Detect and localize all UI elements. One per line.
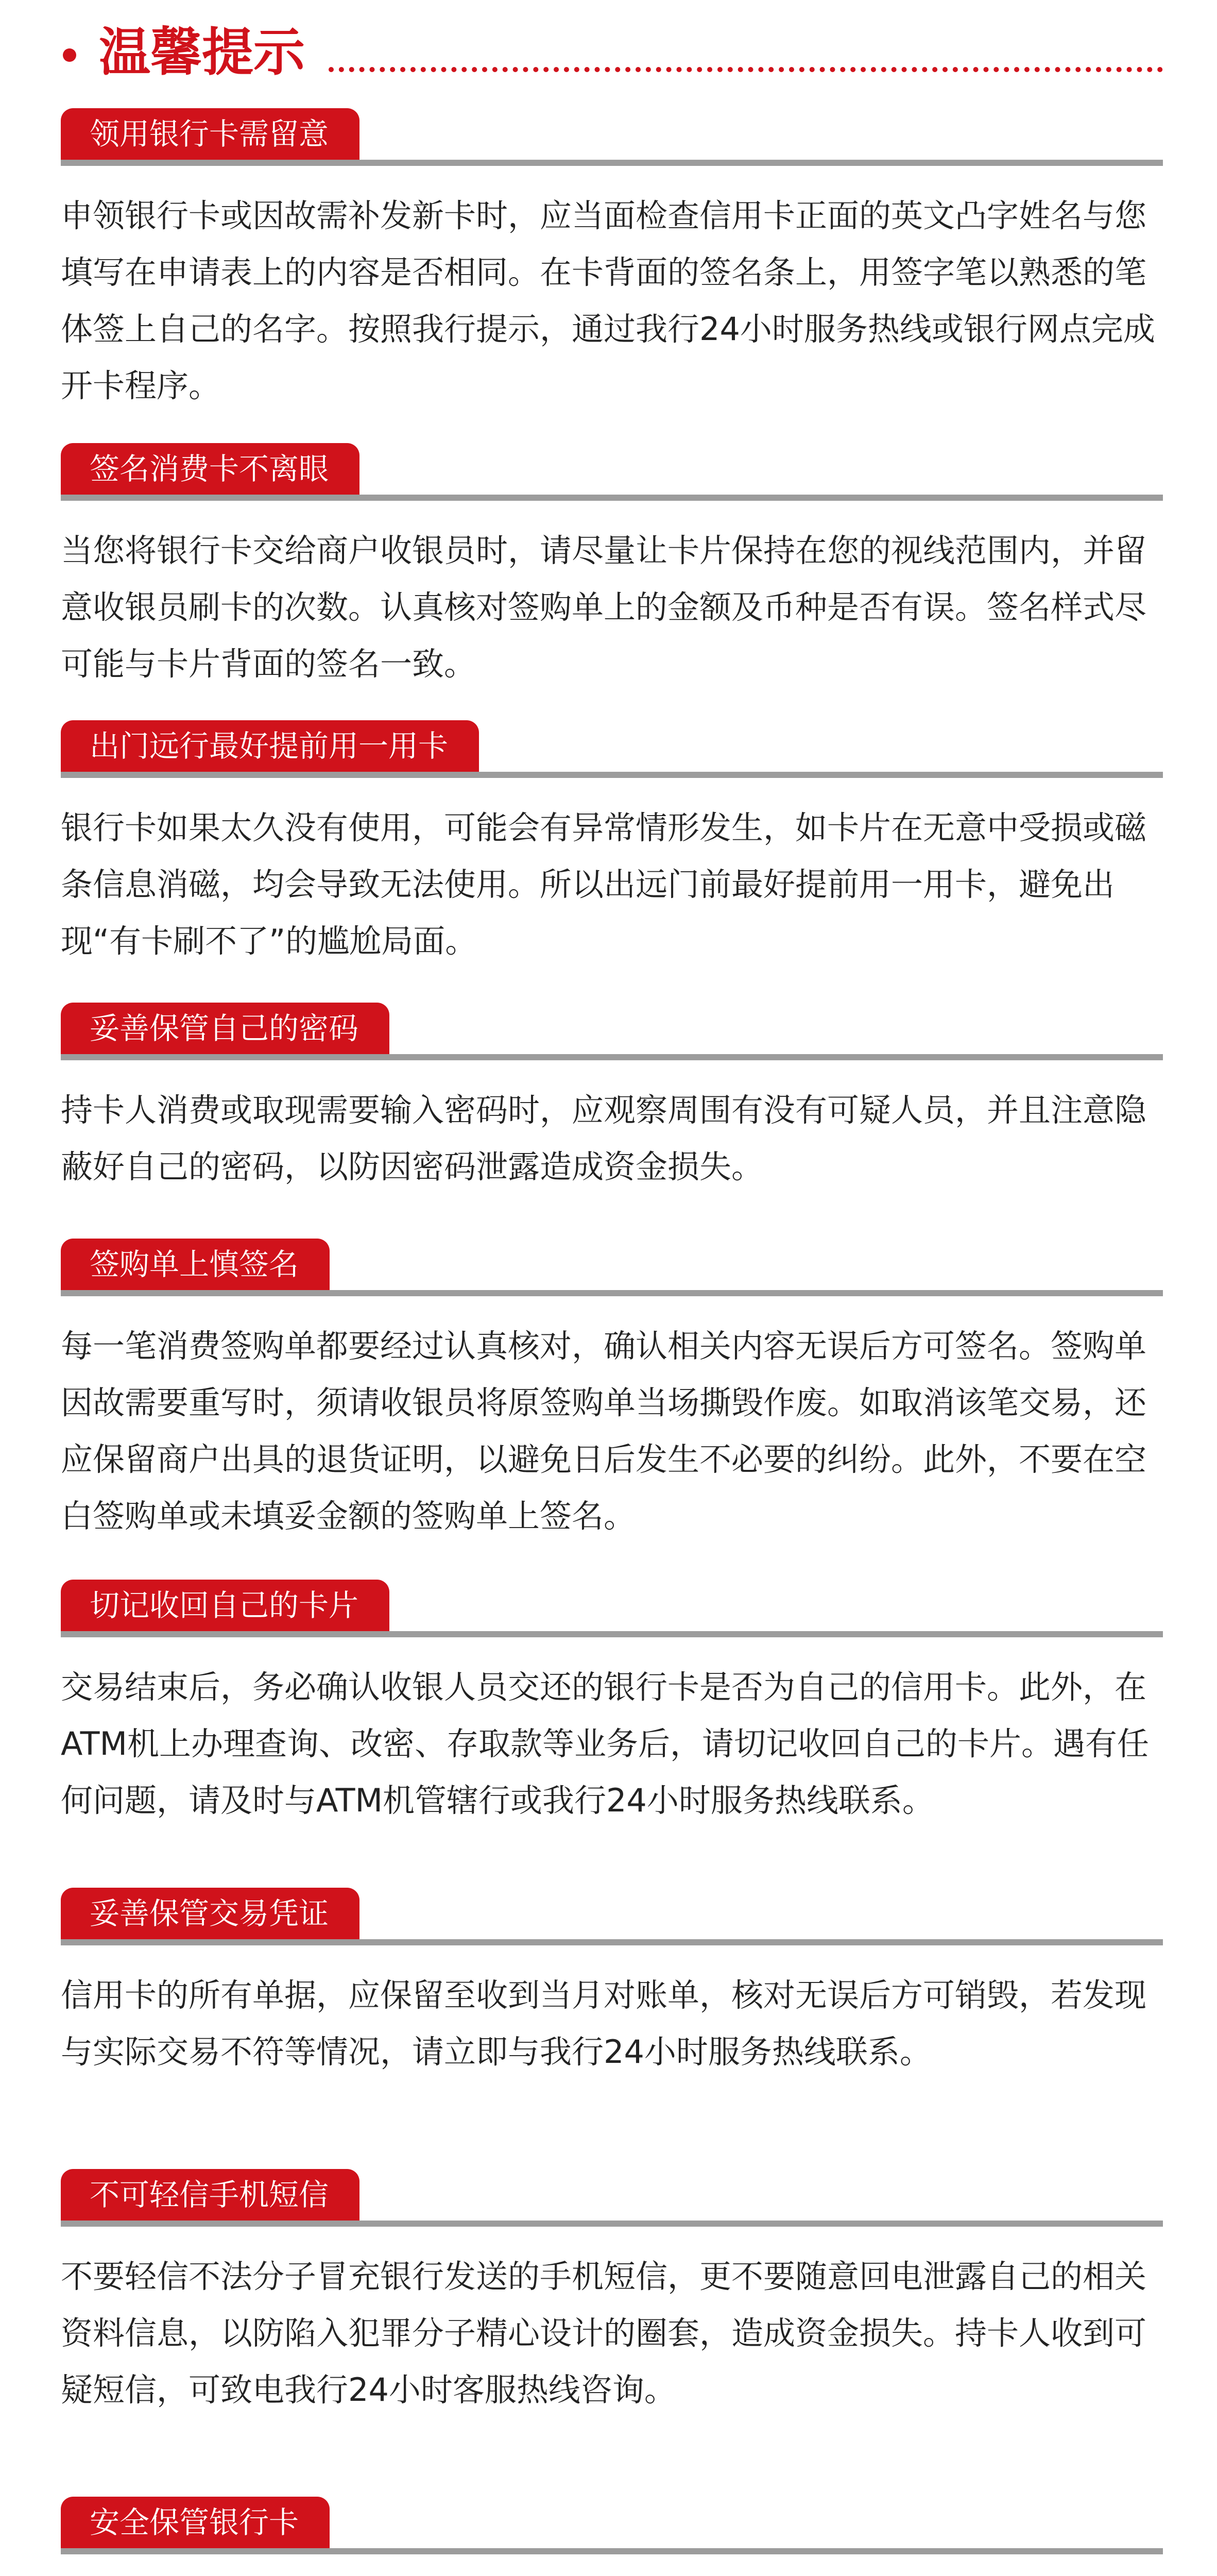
section-body: 信用卡的所有单据，应保留至收到当月对账单，核对无误后方可销毁，若发现与实际交易不符等情况，请立即与我行24小时服务热线联系。	[61, 1976, 1147, 2071]
section-divider	[61, 160, 1163, 166]
section-header	[56, 2497, 1163, 2558]
section-body: 不要轻信不法分子冒充银行发送的手机短信，更不要随意回电泄露自己的相关资料信息，以防陷入犯罪分子精心设计的圈套，造成资金损失。持卡人收到可疑短信，可致电我行24小时客服热线咨询。	[61, 2258, 1147, 2409]
section-title: 安全保管银行卡	[61, 2497, 330, 2548]
tip-section-receipt-signing	[56, 1239, 1163, 1545]
tip-section-signing	[56, 443, 1163, 692]
tip-section-sms-scam	[56, 2169, 1163, 2418]
tip-section-card-safekeeping	[56, 2497, 1163, 2576]
section-title: 不可轻信手机短信	[61, 2169, 359, 2221]
section-body	[56, 2558, 1163, 2576]
section-title: 妥善保管交易凭证	[61, 1888, 359, 1939]
section-body: 申领银行卡或因故需补发新卡时，应当面检查信用卡正面的英文凸字姓名与您填写在申请表上的内容是否相同。在卡背面的签名条上，用签字笔以熟悉的笔体签上自己的名字。按照我行提示，通过我行24小时服务热线或银行网点完成开卡程序。	[61, 197, 1155, 404]
section-header	[56, 443, 1163, 505]
section-header	[56, 1888, 1163, 1950]
section-header	[56, 1580, 1163, 1641]
section-body: 持卡人消费或取现需要输入密码时，应观察周围有没有可疑人员，并且注意隐蔽好自己的密码，以防因密码泄露造成资金损失。	[61, 1091, 1147, 1185]
section-divider	[61, 1290, 1163, 1296]
page-header	[56, 15, 1163, 88]
section-body: 交易结束后，务必确认收银人员交还的银行卡是否为自己的信用卡。此外，在ATM机上办理查询、改密、存取款等业务后，请切记收回自己的卡片。遇有任何问题，请及时与ATM机管辖行或我行24小时服务热线联系。	[61, 1668, 1149, 1819]
tip-section-transaction-records	[56, 1888, 1163, 2080]
section-divider	[61, 1631, 1163, 1637]
tip-section-retrieve-card	[56, 1580, 1163, 1829]
section-divider	[61, 2548, 1163, 2554]
section-title: 签名消费卡不离眼	[61, 443, 359, 495]
section-header	[56, 108, 1163, 170]
bullet-dot-icon	[63, 48, 76, 62]
page-title: 温馨提示	[99, 22, 305, 82]
section-body: 每一笔消费签购单都要经过认真核对，确认相关内容无误后方可签名。签购单因故需要重写时，须请收银员将原签购单当场撕毁作废。如取消该笔交易，还应保留商户出具的退货证明，以避免日后发生不必要的纠纷。此外，不要在空白签购单或未填妥金额的签购单上签名。	[61, 1327, 1147, 1535]
section-title: 签购单上慎签名	[61, 1239, 330, 1290]
section-divider	[61, 1939, 1163, 1945]
tip-section-travel	[56, 720, 1163, 970]
section-body: 银行卡如果太久没有使用，可能会有异常情形发生，如卡片在无意中受损或磁条信息消磁，均会导致无法使用。所以出远门前最好提前用一用卡，避免出现“有卡刷不了”的尴尬局面。	[61, 809, 1147, 960]
section-body: 当您将银行卡交给商户收银员时，请尽量让卡片保持在您的视线范围内，并留意收银员刷卡的次数。认真核对签购单上的金额及币种是否有误。签名样式尽可能与卡片背面的签名一致。	[61, 532, 1147, 683]
section-header	[56, 720, 1163, 782]
section-divider	[61, 1054, 1163, 1060]
tip-section-password	[56, 1003, 1163, 1195]
section-title: 领用银行卡需留意	[61, 108, 359, 160]
section-header	[56, 2169, 1163, 2231]
section-title: 妥善保管自己的密码	[61, 1003, 389, 1054]
section-title: 出门远行最好提前用一用卡	[61, 720, 479, 772]
dotted-divider	[329, 67, 1163, 72]
section-title: 切记收回自己的卡片	[61, 1580, 389, 1631]
section-header	[56, 1003, 1163, 1064]
section-header	[56, 1239, 1163, 1300]
section-divider	[61, 2221, 1163, 2227]
tip-section-card-collection	[56, 108, 1163, 414]
section-divider	[61, 772, 1163, 778]
section-divider	[61, 495, 1163, 501]
